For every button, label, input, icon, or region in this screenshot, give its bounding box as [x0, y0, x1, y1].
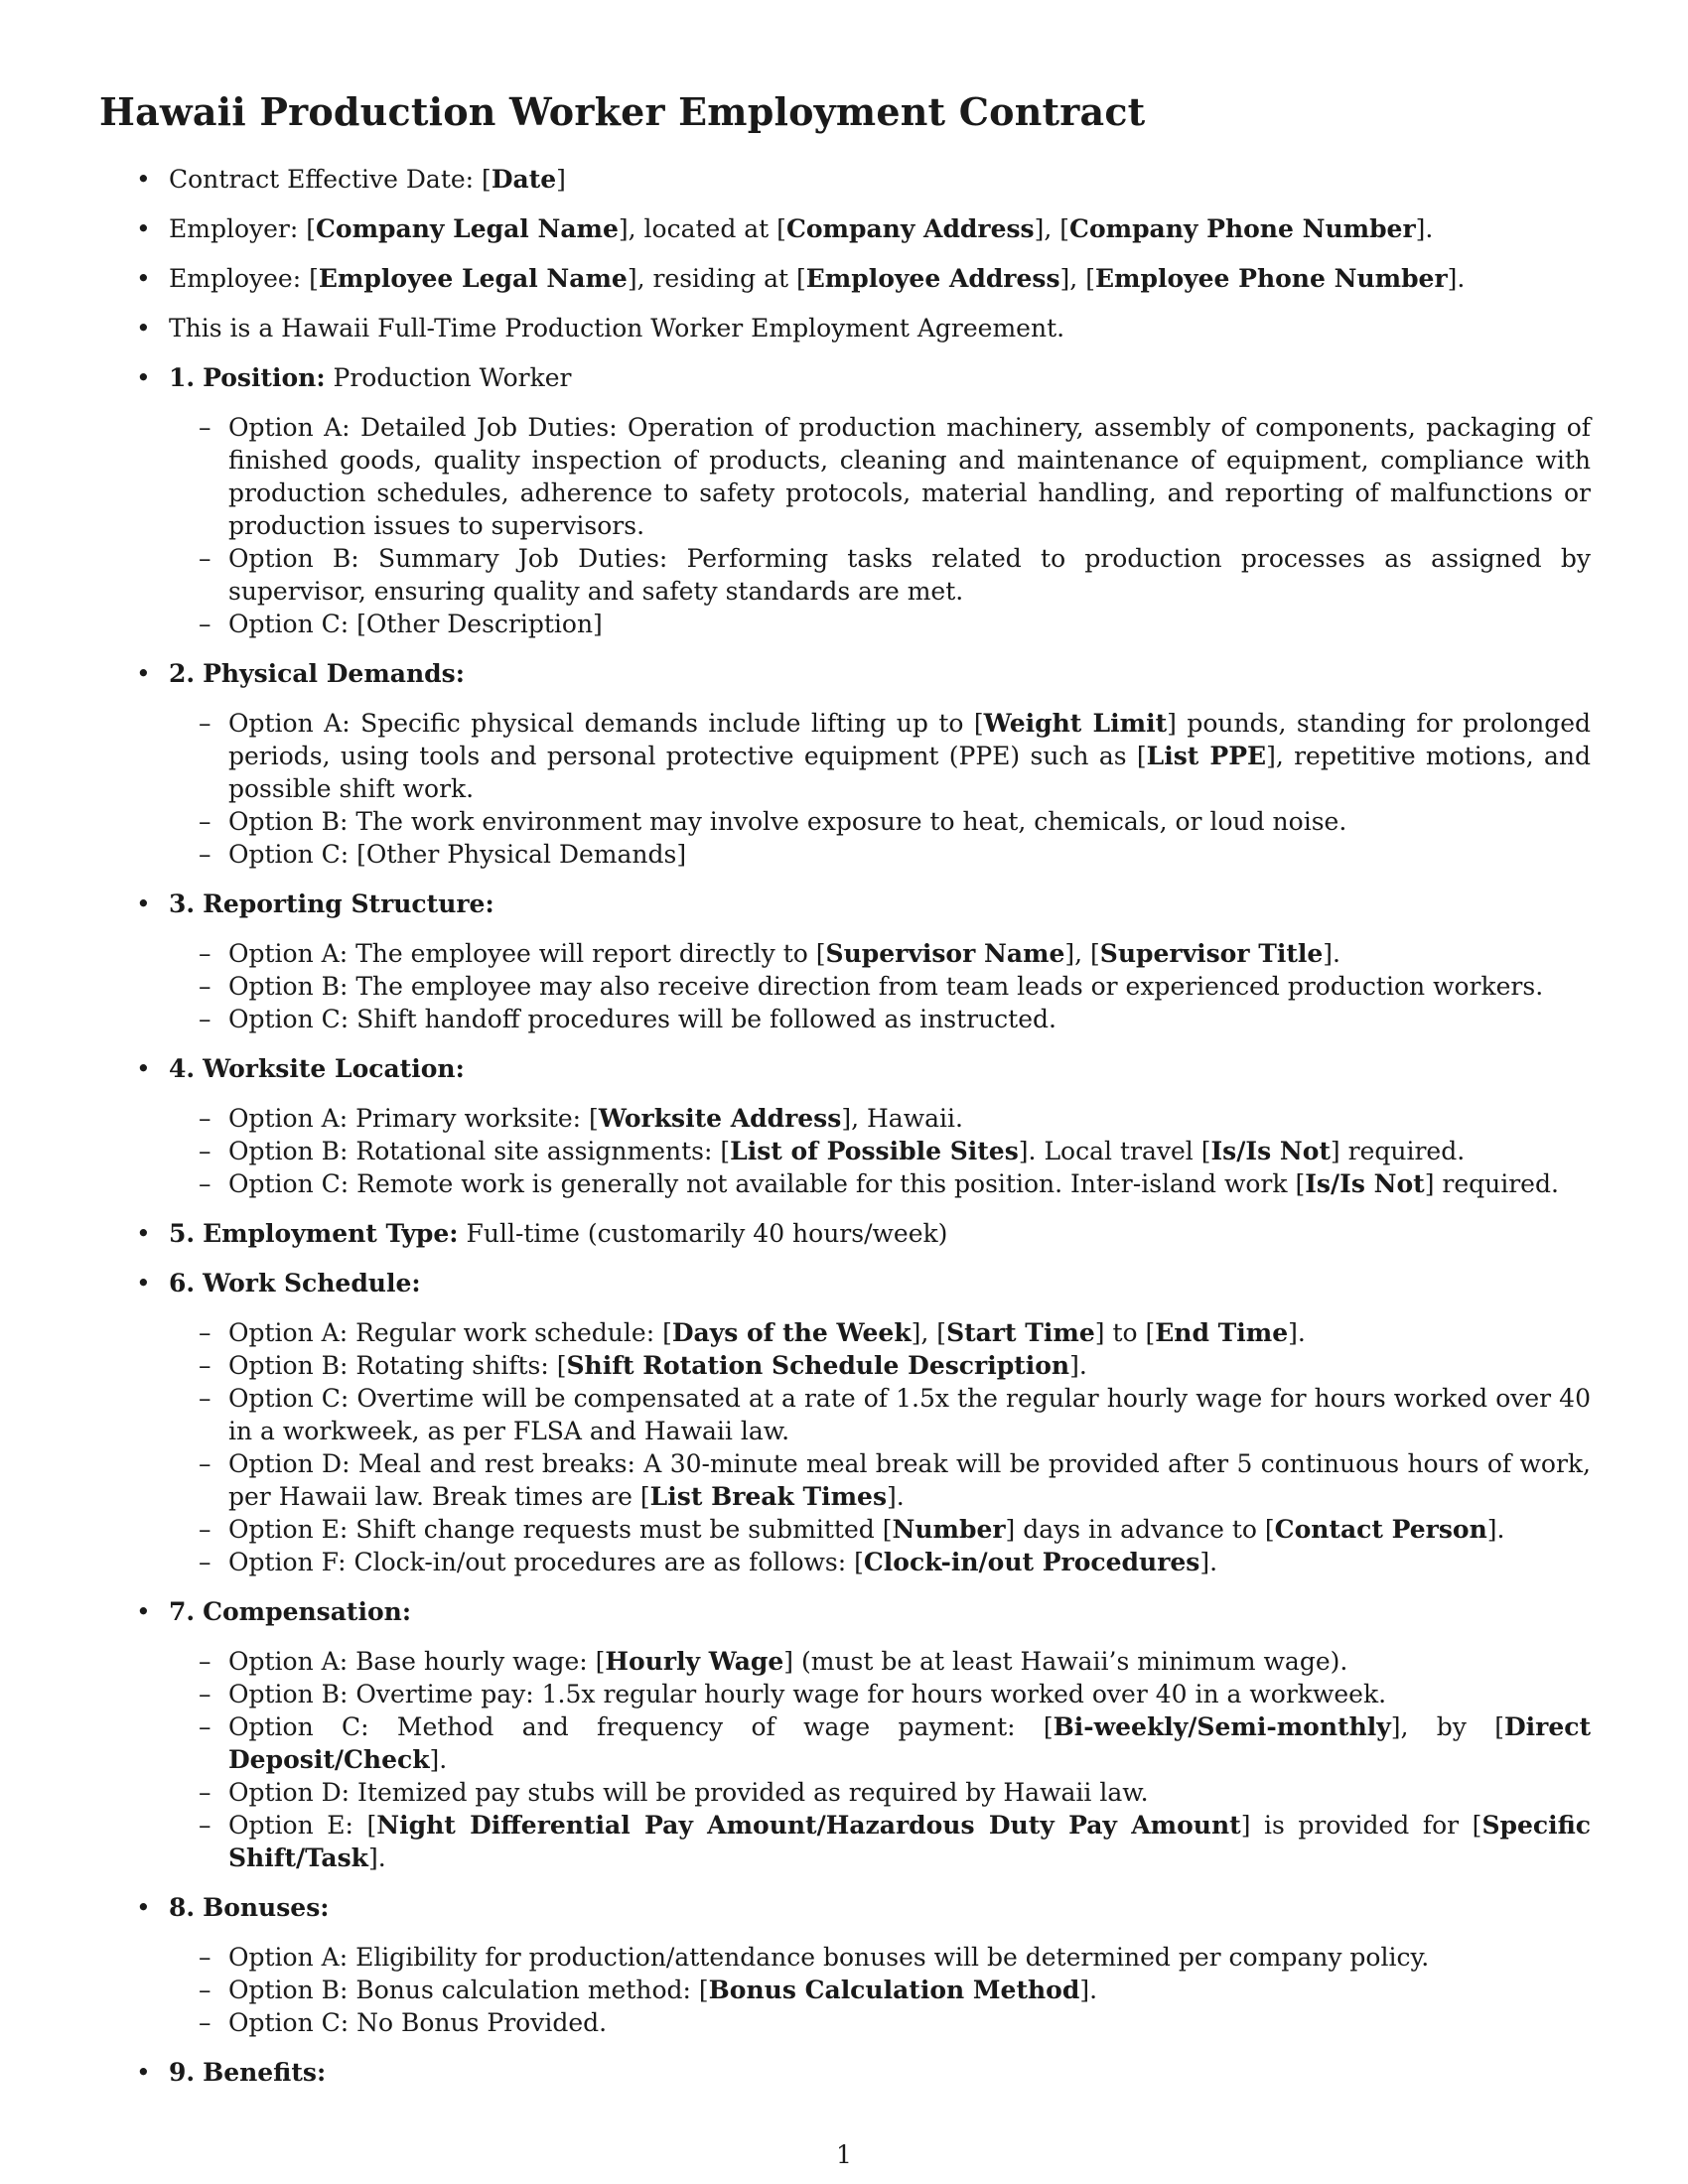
section-number: 8.	[169, 1893, 196, 1922]
placeholder-field: Clock-in/out Procedures	[863, 1548, 1200, 1576]
text-run: Employee: [	[169, 264, 319, 293]
text-run: Option E: [	[228, 1811, 377, 1840]
section-number: 1.	[169, 363, 196, 392]
section-number: 7.	[169, 1597, 196, 1626]
text-run: ].	[429, 1745, 448, 1774]
text-run: Option E: Shift change requests must be submitted [	[228, 1515, 893, 1544]
option-item	[169, 1349, 1591, 1382]
text-run: Option B: The employee may also receive direction from team leads or experienced production workers.	[228, 972, 1544, 1001]
text-run: ]	[556, 165, 566, 194]
text-run: ], repetitive motions, and possible shift work.	[228, 742, 1591, 803]
placeholder-field: Employee Legal Name	[318, 264, 628, 293]
option-item	[169, 1678, 1591, 1710]
text-run: ].	[1069, 1351, 1087, 1380]
placeholder-field: Number	[892, 1515, 1006, 1544]
option-list	[169, 937, 1591, 1035]
placeholder-field: Contact Person	[1274, 1515, 1487, 1544]
option-list	[169, 411, 1591, 640]
text-run: Option B: Overtime pay: 1.5x regular hourly wage for hours worked over 40 in a workweek.	[228, 1680, 1387, 1708]
text-run: Contract Effective Date: [	[169, 165, 492, 194]
placeholder-field: List PPE	[1146, 742, 1267, 770]
text-run: ].	[1447, 264, 1466, 293]
page-number: 1	[836, 2140, 852, 2169]
text-run: ], residing at [	[627, 264, 806, 293]
text-run: ], [	[1034, 214, 1070, 243]
placeholder-field: Night Differential Pay Amount/Hazardous Duty Pay Amount	[376, 1811, 1241, 1840]
section-title: Employment Type:	[203, 1219, 459, 1248]
text-run: Option A: Regular work schedule: [	[228, 1318, 672, 1347]
option-item	[169, 707, 1591, 805]
section-number: 4.	[169, 1054, 196, 1083]
placeholder-field: Weight Limit	[983, 709, 1168, 738]
placeholder-field: List of Possible Sites	[730, 1137, 1019, 1165]
text-run: ].	[367, 1843, 386, 1872]
section-9	[99, 2056, 1591, 2089]
option-item	[169, 1941, 1591, 1974]
option-item	[169, 838, 1591, 871]
document-page	[99, 87, 1591, 2106]
text-run: ] (must be at least Hawaii’s minimum wage).	[783, 1647, 1348, 1676]
placeholder-field: Company Phone Number	[1069, 214, 1416, 243]
text-run: This is a Hawaii Full-Time Production Worker Employment Agreement.	[169, 314, 1065, 342]
option-item	[169, 1974, 1591, 2006]
text-run: ] to [	[1094, 1318, 1156, 1347]
text-run: ].	[1486, 1515, 1505, 1544]
section-title: Benefits:	[203, 2058, 327, 2087]
text-run: Option B: Summary Job Duties: Performing tasks related to production processes as assigned by supervisor, ensuring quality and safety standards are met.	[228, 544, 1591, 606]
placeholder-field: Worksite Address	[598, 1104, 842, 1133]
text-run: Employer: [	[169, 214, 316, 243]
option-item	[169, 1776, 1591, 1809]
option-item	[169, 1135, 1591, 1167]
text-run: ].	[887, 1482, 905, 1511]
text-run: ].	[1288, 1318, 1306, 1347]
text-run: Option B: The work environment may involve exposure to heat, chemicals, or loud noise.	[228, 807, 1347, 836]
section-8	[99, 1891, 1591, 2039]
header-item-agreement-type	[99, 312, 1591, 344]
section-title: Position:	[203, 363, 326, 392]
text-run: Option B: Bonus calculation method: [	[228, 1976, 709, 2004]
option-item	[169, 805, 1591, 838]
text-run: Option C: [Other Physical Demands]	[228, 840, 687, 869]
option-item	[169, 542, 1591, 608]
placeholder-field: Supervisor Name	[825, 939, 1065, 968]
placeholder-field: End Time	[1155, 1318, 1289, 1347]
option-item	[169, 1513, 1591, 1546]
option-list	[169, 707, 1591, 871]
option-item	[169, 1710, 1591, 1776]
text-run: Option C: Remote work is generally not available for this position. Inter-island work [	[228, 1169, 1306, 1198]
text-run: ], by [	[1390, 1712, 1504, 1741]
text-run: ]. Local travel [	[1018, 1137, 1211, 1165]
placeholder-field: Supervisor Title	[1099, 939, 1324, 968]
section-title: Physical Demands:	[203, 659, 465, 688]
text-run: Option D: Meal and rest breaks: A 30-minute meal break will be provided after 5 continuous hours of work, per Hawaii law. Break times are [	[228, 1449, 1591, 1511]
section-title: Worksite Location:	[203, 1054, 465, 1083]
placeholder-field: Employee Address	[805, 264, 1060, 293]
text-run: Option A: Specific physical demands include lifting up to [	[228, 709, 984, 738]
text-run: ], [	[911, 1318, 947, 1347]
text-run: Option C: [Other Description]	[228, 610, 603, 638]
placeholder-field: List Break Times	[649, 1482, 888, 1511]
text-run: Option A: Eligibility for production/attendance bonuses will be determined per company policy.	[228, 1943, 1430, 1972]
placeholder-field: Days of the Week	[671, 1318, 912, 1347]
option-item	[169, 1382, 1591, 1447]
section-title: Reporting Structure:	[203, 889, 494, 918]
header-item-employer	[99, 212, 1591, 245]
section-number: 5.	[169, 1219, 196, 1248]
option-item	[169, 1167, 1591, 1200]
placeholder-field: Specific Shift/Task	[228, 1811, 1591, 1872]
section-title: Bonuses:	[203, 1893, 330, 1922]
text-run: ].	[1415, 214, 1434, 243]
option-item	[169, 1546, 1591, 1578]
option-list	[169, 1102, 1591, 1200]
text-run: Option F: Clock-in/out procedures are as follows: [	[228, 1548, 864, 1576]
option-item	[169, 608, 1591, 640]
text-run: Option B: Rotational site assignments: [	[228, 1137, 731, 1165]
placeholder-field: Company Legal Name	[316, 214, 619, 243]
section-title: Work Schedule:	[203, 1269, 421, 1297]
text-run: Option C: Overtime will be compensated at a rate of 1.5x the regular hourly wage for hours worked over 40 in a workweek, as per FLSA and Hawaii law.	[228, 1384, 1591, 1445]
section-value: Full-time (customarily 40 hours/week)	[466, 1219, 948, 1248]
section-2	[99, 657, 1591, 871]
text-run: Option C: No Bonus Provided.	[228, 2008, 608, 2037]
section-3	[99, 887, 1591, 1035]
text-run: ].	[1079, 1976, 1098, 2004]
option-list	[169, 1316, 1591, 1578]
section-number: 6.	[169, 1269, 196, 1297]
option-item	[169, 970, 1591, 1003]
placeholder-field: Direct Deposit/Check	[228, 1712, 1591, 1774]
document-title: Hawaii Production Worker Employment Contract	[99, 89, 1146, 134]
text-run: ] pounds, standing for prolonged periods, using tools and personal protective equipment (PPE) such as [	[228, 709, 1592, 770]
text-run: ] required.	[1330, 1137, 1466, 1165]
option-item	[169, 1447, 1591, 1513]
option-item	[169, 1316, 1591, 1349]
placeholder-field: Hourly Wage	[605, 1647, 784, 1676]
section-number: 2.	[169, 659, 196, 688]
option-item	[169, 1645, 1591, 1678]
section-1	[99, 361, 1591, 640]
text-run: ], Hawaii.	[841, 1104, 963, 1133]
option-item	[169, 2006, 1591, 2039]
section-6	[99, 1267, 1591, 1578]
text-run: Option C: Method and frequency of wage payment: [	[228, 1712, 1054, 1741]
text-run: ], [	[1064, 939, 1100, 968]
text-run: Option A: Detailed Job Duties: Operation of production machinery, assembly of components, packaging of finished goods, quality inspection of products, cleaning and maintenance of equipment, compliance with production schedules, adherence to safety protocols, material handling, and reporting of malfunctions or production issues to supervisors.	[228, 413, 1591, 540]
placeholder-field: Bonus Calculation Method	[708, 1976, 1080, 2004]
placeholder-field: Shift Rotation Schedule Description	[566, 1351, 1070, 1380]
text-run: ].	[1199, 1548, 1218, 1576]
text-run: ].	[1323, 939, 1340, 968]
contract-list	[99, 163, 1591, 2089]
text-run: ] days in advance to [	[1005, 1515, 1275, 1544]
section-4	[99, 1052, 1591, 1200]
header-item-effective-date	[99, 163, 1591, 196]
placeholder-field: Date	[491, 165, 557, 194]
text-run: Option D: Itemized pay stubs will be provided as required by Hawaii law.	[228, 1778, 1149, 1807]
option-list	[169, 1645, 1591, 1874]
option-item	[169, 937, 1591, 970]
text-run: Option A: The employee will report directly to [	[228, 939, 826, 968]
text-run: Option C: Shift handoff procedures will be followed as instructed.	[228, 1005, 1056, 1033]
placeholder-field: Bi-weekly/Semi-monthly	[1053, 1712, 1391, 1741]
text-run: ] is provided for [	[1240, 1811, 1482, 1840]
text-run: ], [	[1059, 264, 1095, 293]
placeholder-field: Start Time	[946, 1318, 1095, 1347]
section-value: Production Worker	[333, 363, 572, 392]
text-run: Option B: Rotating shifts: [	[228, 1351, 567, 1380]
option-item	[169, 1809, 1591, 1874]
option-item	[169, 411, 1591, 542]
placeholder-field: Company Address	[785, 214, 1035, 243]
section-7	[99, 1595, 1591, 1874]
placeholder-field: Is/Is Not	[1210, 1137, 1331, 1165]
section-title: Compensation:	[203, 1597, 412, 1626]
option-list	[169, 1941, 1591, 2039]
header-item-employee	[99, 262, 1591, 295]
placeholder-field: Is/Is Not	[1305, 1169, 1425, 1198]
option-item	[169, 1003, 1591, 1035]
section-number: 9.	[169, 2058, 196, 2087]
option-item	[169, 1102, 1591, 1135]
text-run: ] required.	[1424, 1169, 1559, 1198]
text-run: Option A: Base hourly wage: [	[228, 1647, 606, 1676]
section-number: 3.	[169, 889, 196, 918]
section-5	[99, 1217, 1591, 1250]
text-run: ], located at [	[618, 214, 786, 243]
placeholder-field: Employee Phone Number	[1094, 264, 1448, 293]
text-run: Option A: Primary worksite: [	[228, 1104, 599, 1133]
